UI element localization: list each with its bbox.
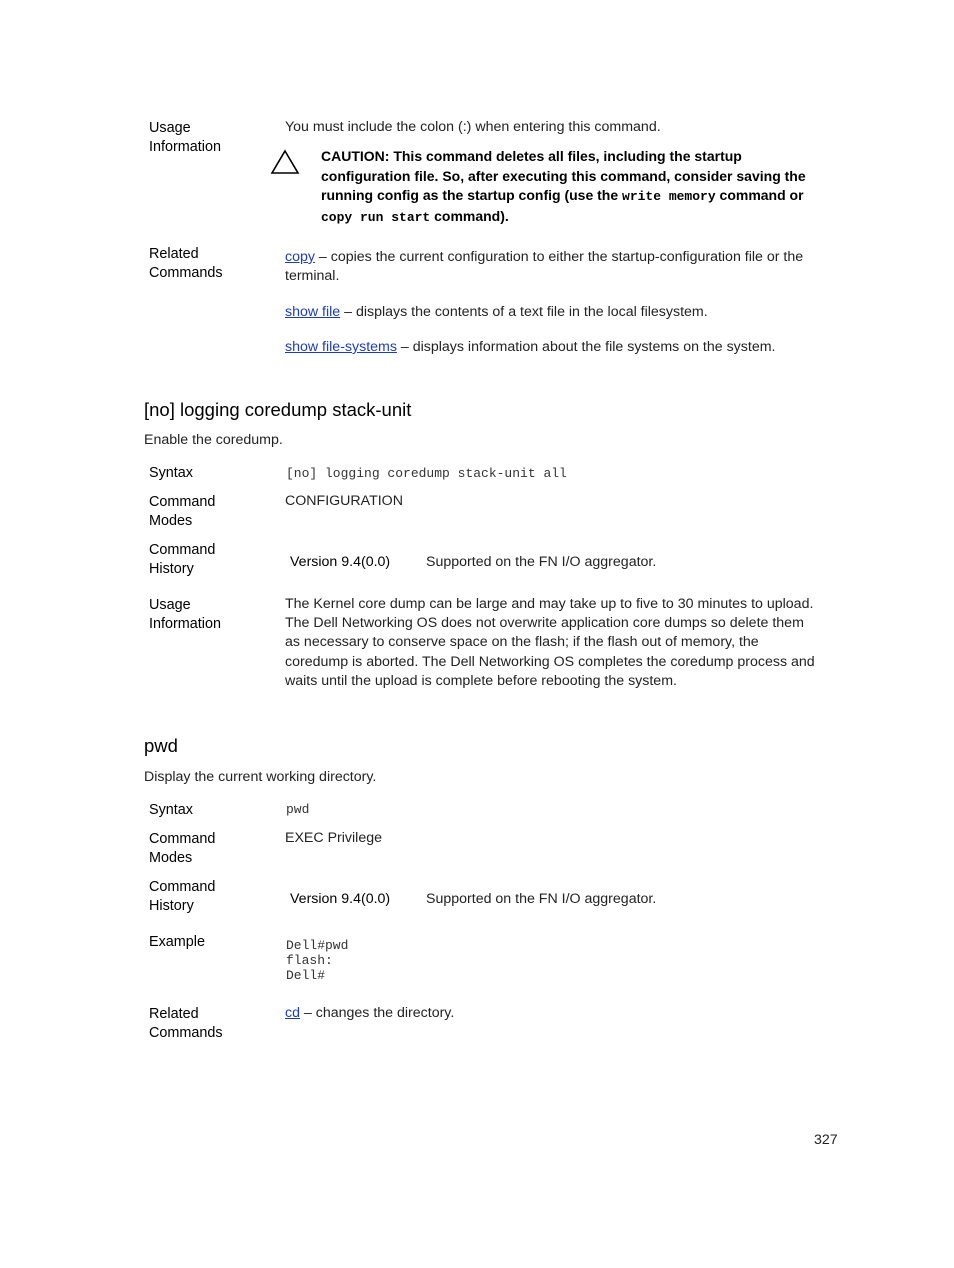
syntax-label: Syntax <box>149 465 193 481</box>
caution-code: write memory <box>622 189 716 204</box>
label-line: Command <box>149 831 216 847</box>
related-desc: – displays information about the file systems on the system. <box>396 339 776 355</box>
caution-triangle-icon <box>270 149 300 175</box>
caution-text: command). <box>430 207 509 224</box>
label-line: Modes <box>149 850 193 867</box>
label-line: Related <box>149 1006 199 1022</box>
command-modes-label <box>149 830 215 868</box>
command-modes-value: CONFIGURATION <box>285 493 403 509</box>
usage-info-text: The Kernel core dump can be large and may take up to five to 30 minutes to upload. The Dell Networking OS does not overwrite application core dumps so delete them as necessary to conserve space on the flash; if the flash out of memory, the coredump is aborted. The Dell Networking OS completes the coredump process and waits until the upload is complete before rebooting the system. <box>285 596 815 689</box>
label-line: Command <box>149 494 216 510</box>
history-version: Version 9.4(0.0) <box>290 554 391 570</box>
example-code-line: flash: <box>286 953 333 968</box>
command-modes-value: EXEC Privilege <box>285 830 382 846</box>
page-number: 327 <box>814 1132 838 1148</box>
label-line: Information <box>149 139 221 156</box>
history-version: Version 9.4(0.0) <box>290 891 391 907</box>
label-line: Command <box>149 879 216 895</box>
syntax-label: Syntax <box>149 802 193 818</box>
syntax-code: pwd <box>286 802 310 817</box>
usage-info-label <box>149 119 221 157</box>
related-item-cd <box>285 1004 454 1023</box>
section-description: Enable the coredump. <box>144 432 283 448</box>
section-description: Display the current working directory. <box>144 769 377 785</box>
caution-note <box>321 147 826 227</box>
related-desc: – changes the directory. <box>299 1005 455 1021</box>
command-history-label <box>149 878 215 916</box>
label-line: Related <box>149 246 199 262</box>
label-line: Modes <box>149 513 193 530</box>
syntax-code: [no] logging coredump stack-unit all <box>286 466 567 481</box>
history-description: Supported on the FN I/O aggregator. <box>426 891 657 907</box>
caution-code: copy run start <box>321 209 431 225</box>
show-file-systems-link[interactable]: show file-systems <box>285 339 397 355</box>
example-label: Example <box>149 934 205 950</box>
related-item-show-file-systems <box>285 338 825 357</box>
label-line: History <box>149 898 194 915</box>
label-line: Commands <box>149 265 223 282</box>
example-code-block <box>286 938 348 983</box>
cd-link[interactable]: cd <box>285 1005 300 1021</box>
label-line: History <box>149 561 194 578</box>
example-code-line: Dell#pwd <box>286 938 349 953</box>
section-title-logging-coredump: [no] logging coredump stack-unit <box>144 399 412 420</box>
copy-link[interactable]: copy <box>285 249 315 265</box>
related-desc: – displays the contents of a text file in the local filesystem. <box>340 304 708 320</box>
example-code-line: Dell# <box>286 968 326 983</box>
usage-info-text: You must include the colon (:) when entering this command. <box>285 119 661 135</box>
related-item-show-file <box>285 303 825 322</box>
caution-text: command or <box>715 187 804 203</box>
section-title-pwd: pwd <box>144 735 178 756</box>
label-line: Usage <box>149 597 191 613</box>
label-line: Commands <box>149 1025 223 1042</box>
related-item-copy <box>285 248 825 286</box>
related-commands-label <box>149 1005 223 1043</box>
command-history-label <box>149 541 215 579</box>
show-file-link[interactable]: show file <box>285 304 341 320</box>
label-line: Command <box>149 542 216 558</box>
label-line: Usage <box>149 120 191 136</box>
history-description: Supported on the FN I/O aggregator. <box>426 554 657 570</box>
label-line: Information <box>149 616 221 633</box>
caution-text: CAUTION: This command deletes all files, including the startup configuration file. So, after executing this command, consider saving the running config as the startup config (use the <box>321 148 806 203</box>
related-commands-label <box>149 245 223 283</box>
usage-info-label <box>149 596 221 634</box>
related-desc: – copies the current configuration to either the startup-configuration file or the terminal. <box>285 249 804 285</box>
command-modes-label <box>149 493 215 531</box>
